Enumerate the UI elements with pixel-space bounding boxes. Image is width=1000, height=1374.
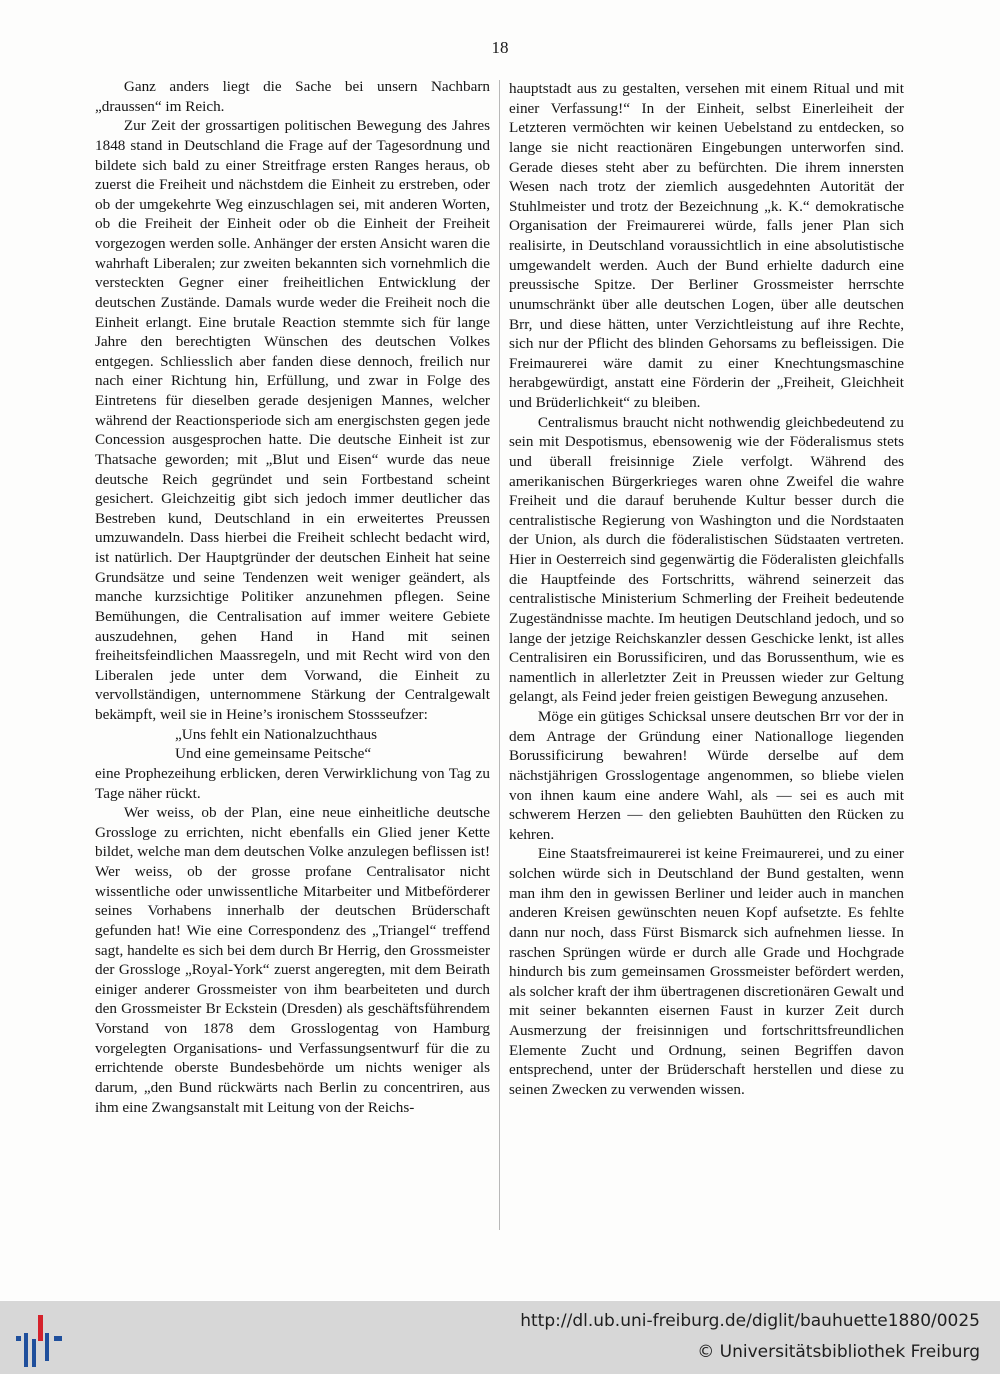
verse-line-2: Und eine gemeinsame Peitsche“ — [175, 745, 372, 763]
paragraph-moege: Möge ein gütiges Schicksal unsere deutschen Brr vor der in dem Antrage der Gründung einer Nationalloge liegenden Borussificirung bewahren! Würde derselbe auf dem nächstjährigen Grosslogentage angenommen, so bliebe vielen von ihnen kaum eine andere Wahl, als — sei es auch mit schwerem Herzen — den geliebten Bauhütten den Rücken zu kehren. — [509, 708, 904, 843]
paragraph-intro: Ganz anders liegt die Sache bei unsern Nachbarn „draussen“ im Reich. — [95, 78, 490, 115]
left-column — [95, 77, 490, 1117]
column-divider — [499, 80, 500, 1230]
paragraph-1848: Zur Zeit der grossartigen politischen Bewegung des Jahres 1848 stand in Deutschland die Frage auf der Tagesordnung und bildete sich bald zu einer Streitfrage ersten Ranges heraus, ob zuerst die Freiheit und nächstdem die Einheit zu erstreben, oder ob der umgekehrte Weg einzuschlagen sei, mit anderen Worten, ob die Freiheit der Einheit oder ob die Einheit der Freiheit vorgezogen werden solle. Anhänger der ersten Ansicht waren die wahrhaft Liberalen; zur zweiten bekannten sich vornehmlich die versteckten Gegner einer freiheitlichen Entwicklung der deutschen Zustände. Damals wurde weder die Freiheit noch die Einheit erlangt. Eine brutale Reaction stemmte sich für lange Jahre den berechtigten Wünschen des deutschen Volkes entgegen. Schliesslich aber fanden diese dennoch, freilich nur nach einer Richtung hin, Erfüllung, und zwar in Folge des Eintretens für dieselben gerade desjenigen Mannes, welcher während der Reactionsperiode sich am energischsten gegen jede Concession ausgesprochen hatte. Die deutsche Einheit ist zur Thatsache geworden; mit „Blut und Eisen“ wurde das neue deutsche Reich gegründet und sein Fortbestand scheint gesichert. Gleichzeitig gibt sich jedoch immer deutlicher das Bestreben kund, Deutschland in ein erweitertes Preussen umzuwandeln. Dass hierbei die Freiheit schlecht bedacht wird, ist natürlich. Der Hauptgründer der deutschen Einheit hat seine Grundsätze und seine Tendenzen weit weniger geändert, als manche kurzsichtige Politiker anzunehmen pflegen. Seine Bemühungen, die Centralisation auf immer weitere Gebiete auszudehnen, gehen Hand in Hand mit seinen freiheitsfeindlichen Maassregeln, und mit Recht wird von den Liberalen jede unter dem Vorwand, die Einheit zu vervollständigen, unternommene Stärkung der Centralgewalt bekämpft, weil sie in Heine’s ironischem Stossseufzer: — [95, 117, 490, 723]
paragraph-centralismus: Centralismus braucht nicht nothwendig gleichbedeutend zu sein mit Despotismus, ebensowenig wie der Föderalismus stets und überall freisinnige Ziele verfolgt. Während des amerikanischen Bürgerkrieges waren ohne Zweifel die wahre Freiheit und die darauf beruhende Kultur besser durch die centralistische Regierung von Washington und die Nordstaaten der Union, als durch die föderalistischen Südstaaten vertreten. Hier in Oesterreich sind gegenwärtig die Föderalisten gleichfalls die Hauptfeinde des Fortschritts, während seinerzeit das centralistische Ministerium Schmerling der Freiheit bedeutende Zugeständnisse machte. Im heutigen Deutschland jedoch, und so lange der jetzige Reichskanzler dessen Geschicke lenkt, ist alles Centralisiren ein Borussificiren, und das Borussenthum, wie es namentlich in allerletzter Zeit in Preussen wieder zur Geltung gelangt, als Feind jeder freien geistigen Bewegung anzusehen. — [509, 413, 904, 706]
ub-freiburg-logo-icon[interactable] — [14, 1309, 64, 1367]
copyright-notice: © Universitätsbibliothek Freiburg — [697, 1342, 980, 1362]
permalink-url[interactable]: http://dl.ub.uni-freiburg.de/diglit/bauhuette1880/0025 — [520, 1311, 980, 1331]
page-number: 18 — [491, 38, 509, 57]
verse-line-1: „Uns fehlt ein Nationalzuchthaus — [175, 725, 378, 743]
right-column — [509, 79, 904, 1100]
paragraph-staatsfreimaurerei: Eine Staatsfreimaurerei ist keine Freimaurerei, und zu einer solchen würde sich in Deutschland der Bund gestalten, wenn man ihm den in gewissen Berliner und leider auch in manchen anderen Kreisen gewünschten neuen Kopf aufsetzte. Es fehlte dann nur noch, dass Fürst Bismarck sich aufnehmen liesse. In raschen Sprüngen würde er durch alle Grade und Hochgrade hindurch bis zum gemeinsamen Grossmeister befördert werden, als solcher kraft der ihm übertragenen discretionären Gewalt und mit seiner bekannten eisernen Faust in kurzer Zeit durch Ausmerzung der freisinnigen und fortschrittsfreundlichen Elemente Zucht und Ordnung, seinen Begriffen davon entsprechend, unter der Brüderschaft herstellen und diese zu seinen Zwecken zu verwenden wissen. — [509, 845, 904, 1098]
paragraph-continuation: hauptstadt aus zu gestalten, versehen mit einem Ritual und mit einer Verfassung!“ In der Einheit, selbst Einerleiheit der Letzteren vermöchten wir keinen Uebelstand zu entdecken, so lange sie nicht reactionären Eingebungen unterworfen sind. Gerade dieses steht aber zu befürchten. Die ihrem innersten Wesen nach trotz der ziemlich ausgedehnten Autorität der Stuhlmeister und trotz der Bezeichnung „k. K.“ demokratische Organisation der Freimaurerei würde, falls jener Plan sich realisirte, in Deutschland voraussichtlich in eine absolutistische umgewandelt werden. Auch der Bund erhielte dadurch eine preussische Spitze. Der Berliner Grossmeister herrschte unumschränkt über alle deutschen Logen, über alle deutschen Brr, und diese hätten, unter Verzichtleistung auf ihre Rechte, sich nur der Pflicht des blinden Gehorsams zu befleissigen. Die Freimaurerei wäre damit zu einer Knechtungsmaschine herabgewürdigt, anstatt eine Förderin der „Freiheit, Gleichheit und Brüderlichkeit“ zu bleiben. — [509, 80, 904, 411]
paragraph-after-verse: eine Prophezeihung erblicken, deren Verwirklichung von Tag zu Tage näher rückt. — [95, 764, 490, 802]
footer-bar — [0, 1301, 1000, 1374]
paragraph-wer-weiss: Wer weiss, ob der Plan, eine neue einheitliche deutsche Grossloge zu errichten, nicht ebenfalls ein Glied jener Kette bildet, welche man dem deutschen Volke anzulegen beflissen ist! Wer weiss, ob der grosse profane Centralisator nicht wissentliche oder unwissentliche Mitarbeiter und Mitbeförderer seines Vorhabens innerhalb der deutschen Brüderschaft gefunden hat! Wie eine Correspondenz des „Triangel“ treffend sagt, handelte es sich bei dem durch Br Herrig, den Grossmeister der Grossloge „Royal-York“ zuerst angeregten, mit dem Beirath einiger anderer Grossmeister von ihm bearbeiteten und durch den Grossmeister Br Eckstein (Dresden) als geschäftsführendem Vorstand von 1878 dem Grosslogentag von Hamburg vorgelegten Organisations- und Verfassungsentwurf für die zu errichtende oberste Bundesbehörde um nichts weniger als darum, „den Bund rückwärts nach Berlin zu concentriren, aus ihm eine Zwangsanstalt mit Leitung von der Reichs- — [95, 804, 490, 1116]
